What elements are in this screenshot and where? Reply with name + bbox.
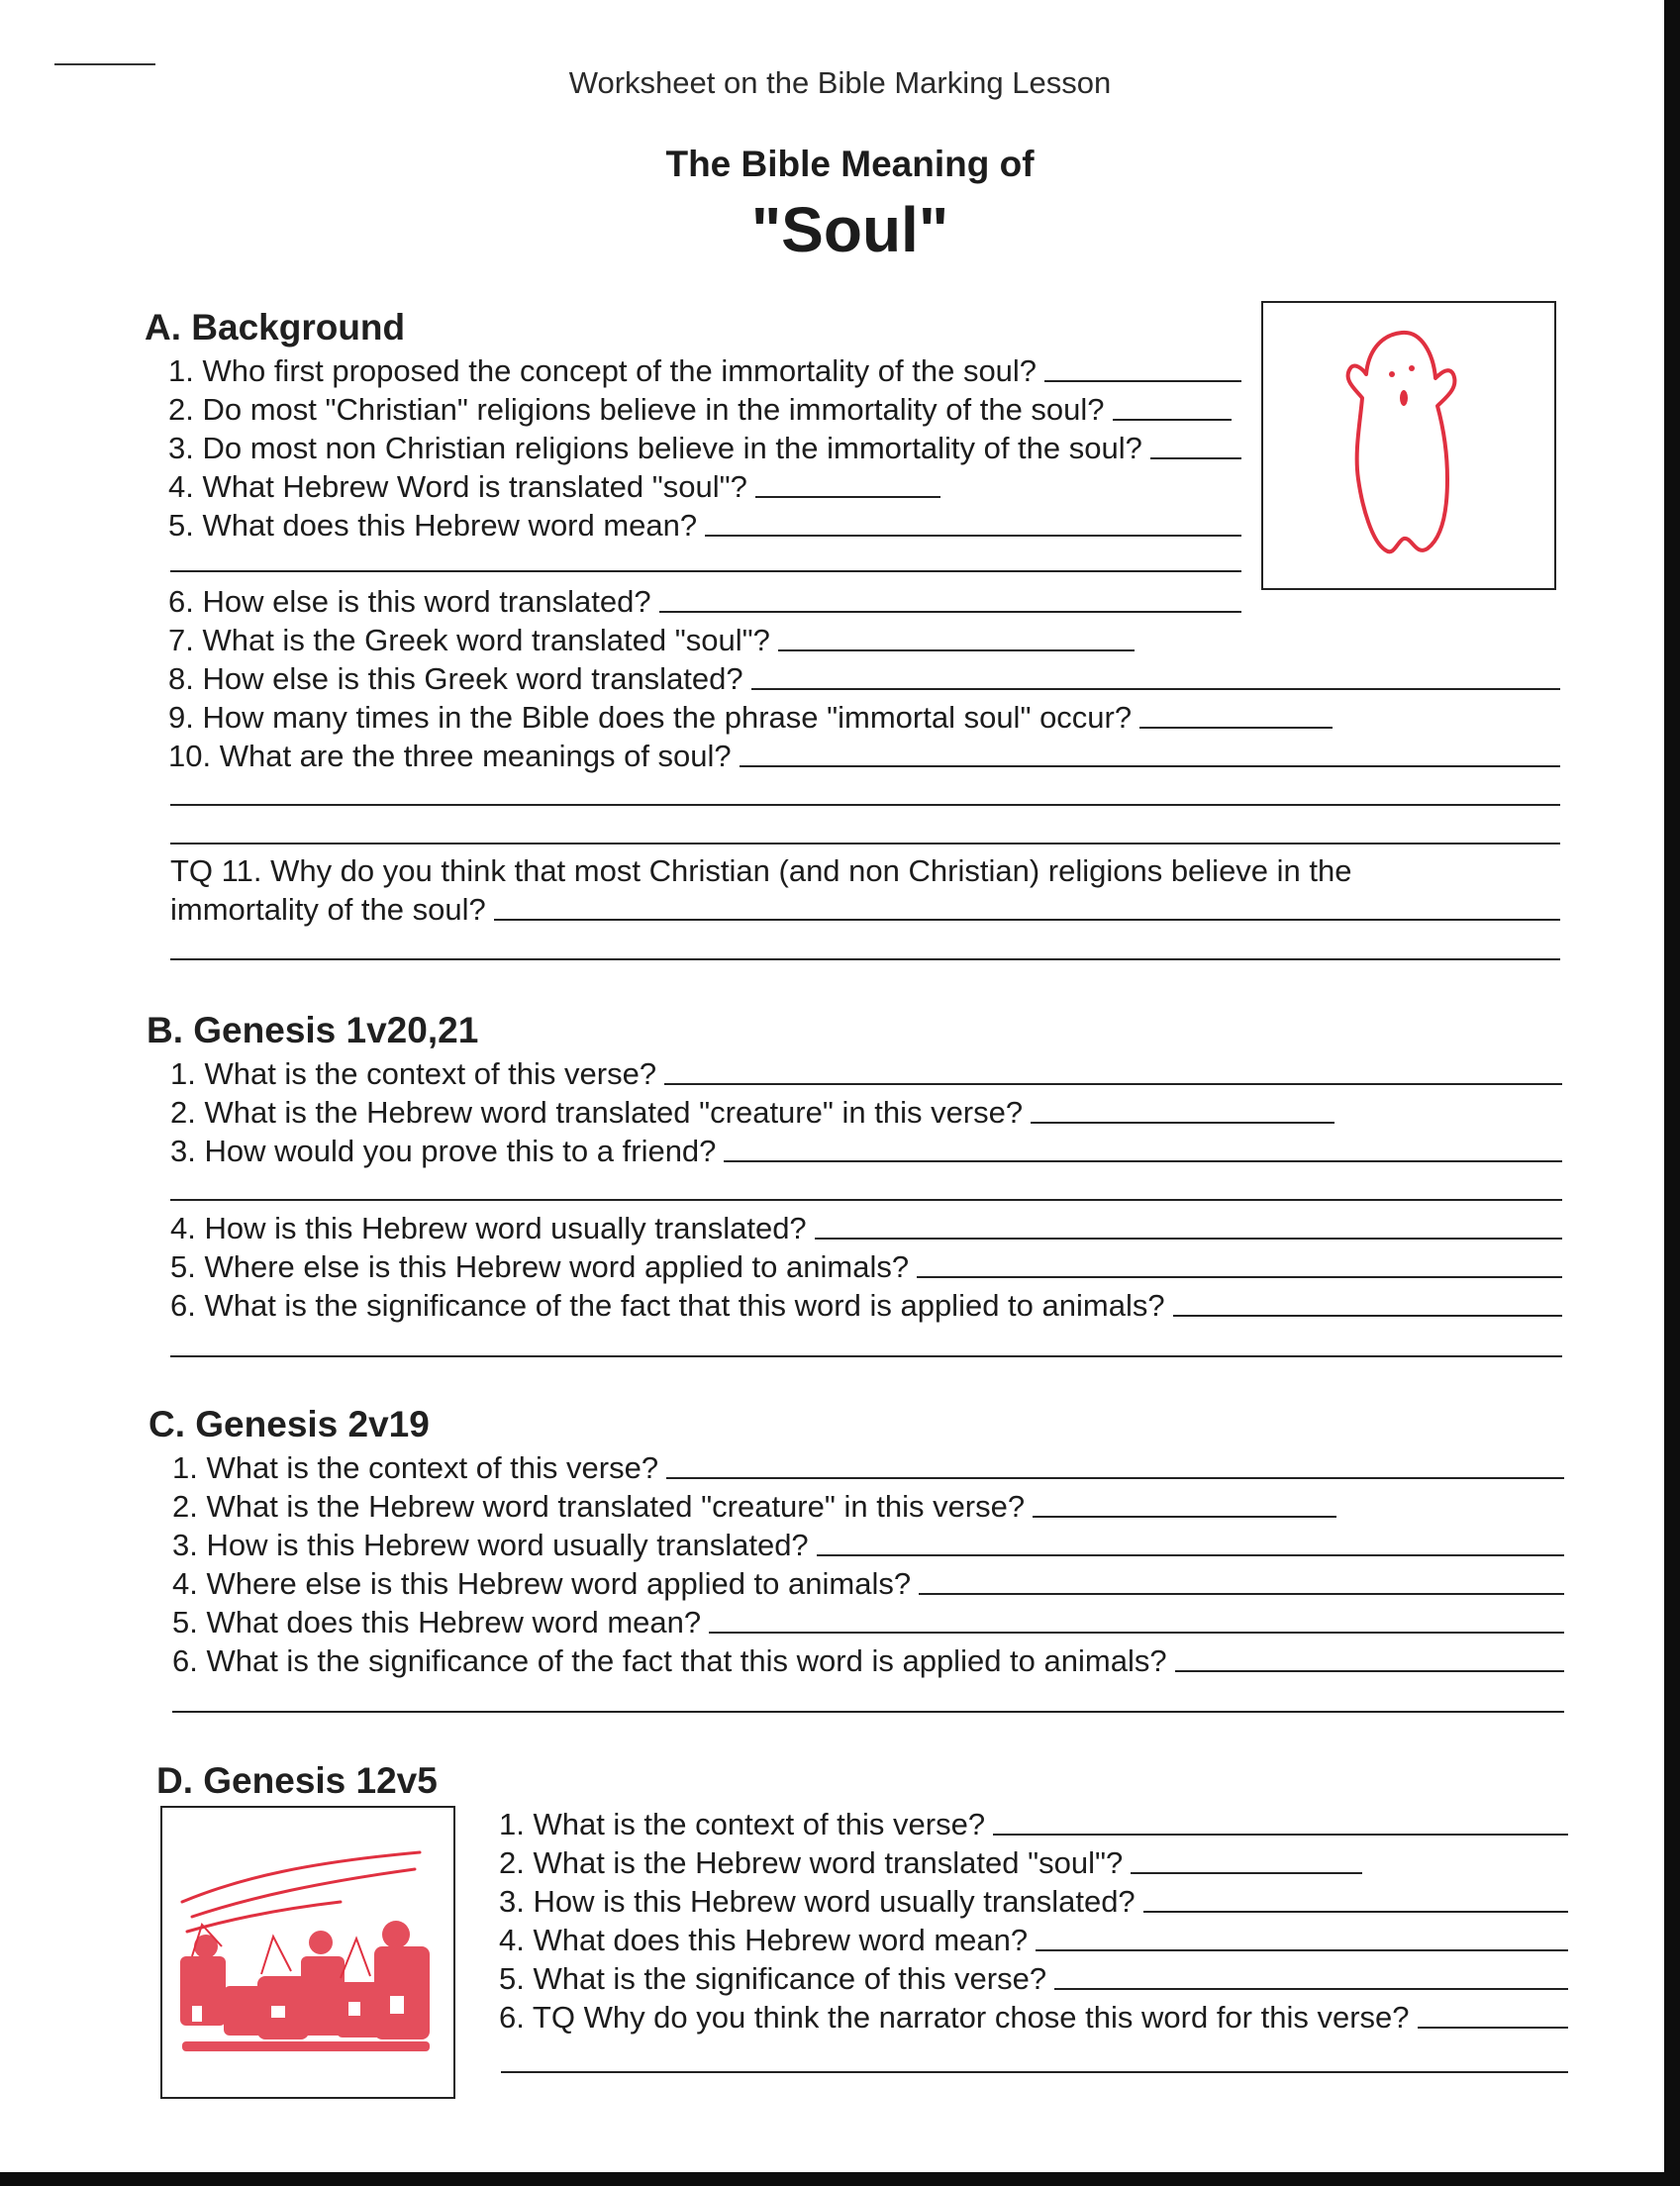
question-c1: 1. What is the context of this verse? [172, 1449, 1564, 1487]
question-b3: 3. How would you prove this to a friend? [170, 1133, 1562, 1170]
question-a3: 3. Do most non Christian religions believe in the immortality of the soul? [168, 430, 1241, 467]
question-c3: 3. How is this Hebrew word usually translated? [172, 1527, 1564, 1564]
answer-line[interactable] [919, 1593, 1564, 1595]
answer-line[interactable] [170, 843, 1560, 845]
answer-line[interactable] [666, 1477, 1564, 1479]
answer-line[interactable] [501, 2071, 1568, 2073]
answer-line[interactable] [778, 649, 1135, 651]
question-a-tq11: TQ 11. Why do you think that most Christian (and non Christian) religions believe in the [170, 853, 1352, 888]
question-c4: 4. Where else is this Hebrew word applied to animals? [172, 1565, 1564, 1603]
answer-line[interactable] [172, 1711, 1564, 1713]
answer-line[interactable] [817, 1554, 1564, 1556]
answer-line[interactable] [1150, 457, 1241, 459]
question-a8: 8. How else is this Greek word translated? [168, 660, 1560, 698]
question-d4: 4. What does this Hebrew word mean? [499, 1922, 1568, 1959]
answer-line[interactable] [170, 804, 1560, 806]
answer-line[interactable] [1143, 1911, 1568, 1913]
answer-line[interactable] [815, 1238, 1562, 1240]
question-d3: 3. How is this Hebrew word usually translated? [499, 1883, 1568, 1921]
scan-edge-bottom [0, 2172, 1680, 2186]
answer-line[interactable] [740, 765, 1560, 767]
question-a-tq11-cont: immortality of the soul? [170, 891, 1560, 929]
ghost-icon [1263, 303, 1554, 588]
answer-line[interactable] [993, 1834, 1568, 1836]
section-c-heading: C. Genesis 2v19 [148, 1404, 430, 1444]
question-d1: 1. What is the context of this verse? [499, 1806, 1568, 1843]
answer-line[interactable] [170, 958, 1560, 960]
question-c5: 5. What does this Hebrew word mean? [172, 1604, 1564, 1641]
worksheet-header: Worksheet on the Bible Marking Lesson [568, 65, 1112, 100]
answer-line[interactable] [1175, 1670, 1564, 1672]
question-b5: 5. Where else is this Hebrew word applied to animals? [170, 1248, 1562, 1286]
question-a1: 1. Who first proposed the concept of the immortality of the soul? [168, 352, 1241, 390]
question-a2: 2. Do most "Christian" religions believe in the immortality of the soul? [168, 391, 1232, 429]
answer-line[interactable] [664, 1083, 1562, 1085]
answer-line[interactable] [917, 1276, 1562, 1278]
question-d5: 5. What is the significance of this verse? [499, 1960, 1568, 1998]
answer-line[interactable] [1036, 1949, 1568, 1951]
answer-line[interactable] [705, 535, 1241, 537]
answer-line[interactable] [1044, 380, 1241, 382]
answer-line[interactable] [1131, 1872, 1362, 1874]
page-title: "Soul" [750, 194, 949, 265]
page-subtitle: The Bible Meaning of [665, 144, 1035, 184]
section-d-heading: D. Genesis 12v5 [156, 1760, 438, 1801]
question-b1: 1. What is the context of this verse? [170, 1055, 1562, 1093]
answer-line[interactable] [724, 1160, 1562, 1162]
answer-line[interactable] [494, 919, 1560, 921]
answer-line[interactable] [1033, 1516, 1336, 1518]
answer-line[interactable] [751, 688, 1560, 690]
answer-line[interactable] [1173, 1315, 1562, 1317]
question-a9: 9. How many times in the Bible does the phrase "immortal soul" occur? [168, 699, 1333, 737]
answer-line[interactable] [1031, 1122, 1334, 1124]
scan-edge-right [1664, 0, 1680, 2186]
question-a5: 5. What does this Hebrew word mean? [168, 507, 1241, 545]
answer-line[interactable] [709, 1632, 1564, 1634]
question-b2: 2. What is the Hebrew word translated "creature" in this verse? [170, 1094, 1334, 1132]
question-a7: 7. What is the Greek word translated "soul"? [168, 622, 1135, 659]
answer-line[interactable] [170, 570, 1241, 572]
answer-line[interactable] [1054, 1988, 1568, 1990]
answer-line[interactable] [170, 1199, 1562, 1201]
answer-line[interactable] [755, 496, 940, 498]
question-a10: 10. What are the three meanings of soul? [168, 738, 1560, 775]
answer-line[interactable] [1418, 2027, 1568, 2029]
question-d6: 6. TQ Why do you think the narrator chose this word for this verse? [499, 1999, 1568, 2037]
question-b4: 4. How is this Hebrew word usually translated? [170, 1210, 1562, 1247]
caravan-icon [162, 1808, 453, 2097]
answer-line[interactable] [170, 1355, 1562, 1357]
answer-line[interactable] [659, 611, 1241, 613]
answer-line[interactable] [1113, 419, 1232, 421]
question-d2: 2. What is the Hebrew word translated "soul"? [499, 1844, 1362, 1882]
answer-line[interactable] [1139, 727, 1333, 729]
question-b6: 6. What is the significance of the fact that this word is applied to animals? [170, 1287, 1562, 1325]
section-b-heading: B. Genesis 1v20,21 [147, 1010, 479, 1050]
question-a4: 4. What Hebrew Word is translated "soul"? [168, 468, 940, 506]
question-c2: 2. What is the Hebrew word translated "creature" in this verse? [172, 1488, 1336, 1526]
caravan-illustration-frame [160, 1806, 455, 2099]
section-a-heading: A. Background [145, 307, 406, 348]
question-c6: 6. What is the significance of the fact that this word is applied to animals? [172, 1642, 1564, 1680]
question-a6: 6. How else is this word translated? [168, 583, 1241, 621]
ghost-illustration-frame [1261, 301, 1556, 590]
